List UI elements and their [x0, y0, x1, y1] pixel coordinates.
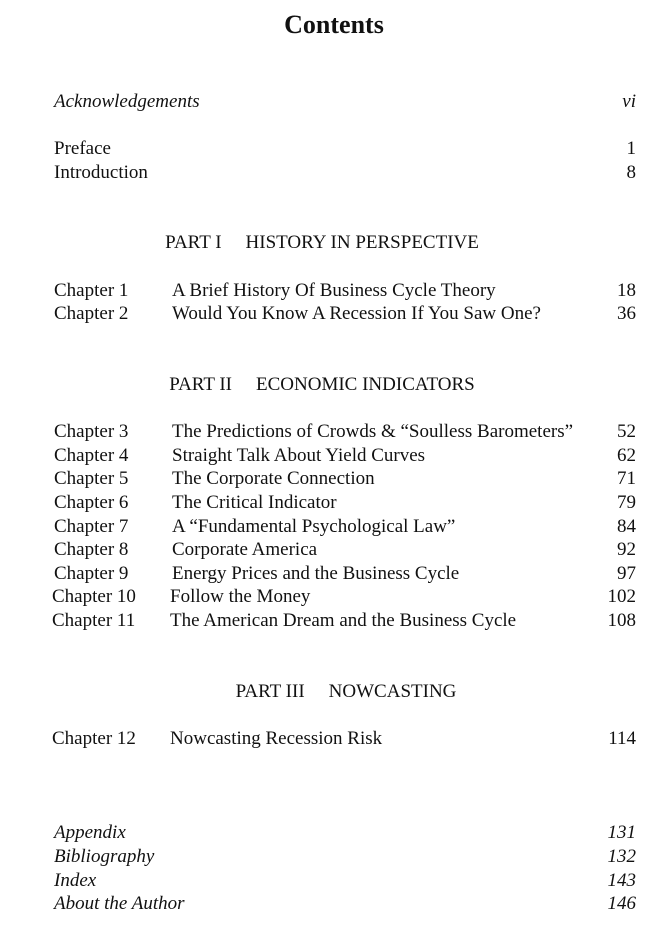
chapter-title: A “Fundamental Psychological Law” [172, 516, 456, 537]
chapter-label: Chapter 7 [54, 516, 129, 537]
part-number: PART II [169, 374, 233, 395]
chapter-title: Straight Talk About Yield Curves [172, 445, 426, 466]
chapter-page: 52 [617, 421, 636, 442]
part-heading [0, 375, 656, 394]
chapter-page: 18 [617, 280, 636, 301]
chapter-label: Chapter 6 [54, 492, 129, 513]
chapter-title: The Critical Indicator [172, 492, 337, 513]
part-heading [0, 233, 656, 252]
chapter-page: 62 [617, 445, 636, 466]
toc-page-preface: 1 [626, 138, 636, 159]
chapter-label: Chapter 11 [52, 610, 136, 631]
chapter-title: The Corporate Connection [172, 468, 375, 489]
chapter-page: 92 [617, 539, 636, 560]
chapter-page: 102 [607, 586, 636, 607]
chapter-page: 84 [617, 516, 636, 537]
toc-page-acknowledgements: vi [622, 91, 636, 112]
toc-entry-acknowledgements: Acknowledgements [54, 91, 200, 112]
part-name: HISTORY IN PERSPECTIVE [245, 232, 479, 253]
chapter-title: The American Dream and the Business Cycle [170, 610, 517, 631]
toc-entry-introduction: Introduction [54, 162, 148, 183]
chapter-page: 108 [607, 610, 636, 631]
chapter-title: A Brief History Of Business Cycle Theory [172, 280, 496, 301]
chapter-label: Chapter 2 [54, 303, 129, 324]
chapter-page: 36 [617, 303, 636, 324]
chapter-title: Corporate America [172, 539, 318, 560]
toc-entry-about-the-author: About the Author [54, 893, 185, 914]
chapter-label: Chapter 3 [54, 421, 129, 442]
chapter-label: Chapter 10 [52, 586, 136, 607]
chapter-page: 114 [608, 728, 636, 749]
chapter-title: Energy Prices and the Business Cycle [172, 563, 460, 584]
toc-entry-bibliography: Bibliography [54, 846, 155, 867]
chapter-label: Chapter 9 [54, 563, 129, 584]
toc-entry-appendix: Appendix [54, 822, 126, 843]
chapter-page: 97 [617, 563, 636, 584]
part-number: PART I [165, 232, 222, 253]
chapter-page: 71 [617, 468, 636, 489]
page-title: Contents [284, 10, 384, 39]
chapter-label: Chapter 4 [54, 445, 129, 466]
chapter-title: Would You Know A Recession If You Saw One? [172, 303, 541, 324]
chapter-label: Chapter 8 [54, 539, 129, 560]
chapter-title: Follow the Money [170, 586, 311, 607]
chapter-title: Nowcasting Recession Risk [170, 728, 383, 749]
toc-page-bibliography: 132 [607, 846, 636, 867]
part-number: PART III [235, 681, 305, 702]
toc-page-appendix: 131 [607, 822, 636, 843]
chapter-page: 79 [617, 492, 636, 513]
part-name: ECONOMIC INDICATORS [256, 374, 475, 395]
chapter-label: Chapter 12 [52, 728, 136, 749]
toc-entry-preface: Preface [54, 138, 111, 159]
part-name: NOWCASTING [328, 681, 457, 702]
chapter-label: Chapter 1 [54, 280, 129, 301]
toc-page-about-the-author: 146 [607, 893, 636, 914]
chapter-title: The Predictions of Crowds & “Soulless Barometers” [172, 421, 574, 442]
part-heading [12, 682, 668, 701]
chapter-label: Chapter 5 [54, 468, 129, 489]
toc-page-index: 143 [607, 870, 636, 891]
toc-page-introduction: 8 [626, 162, 636, 183]
toc-entry-index: Index [54, 870, 97, 891]
